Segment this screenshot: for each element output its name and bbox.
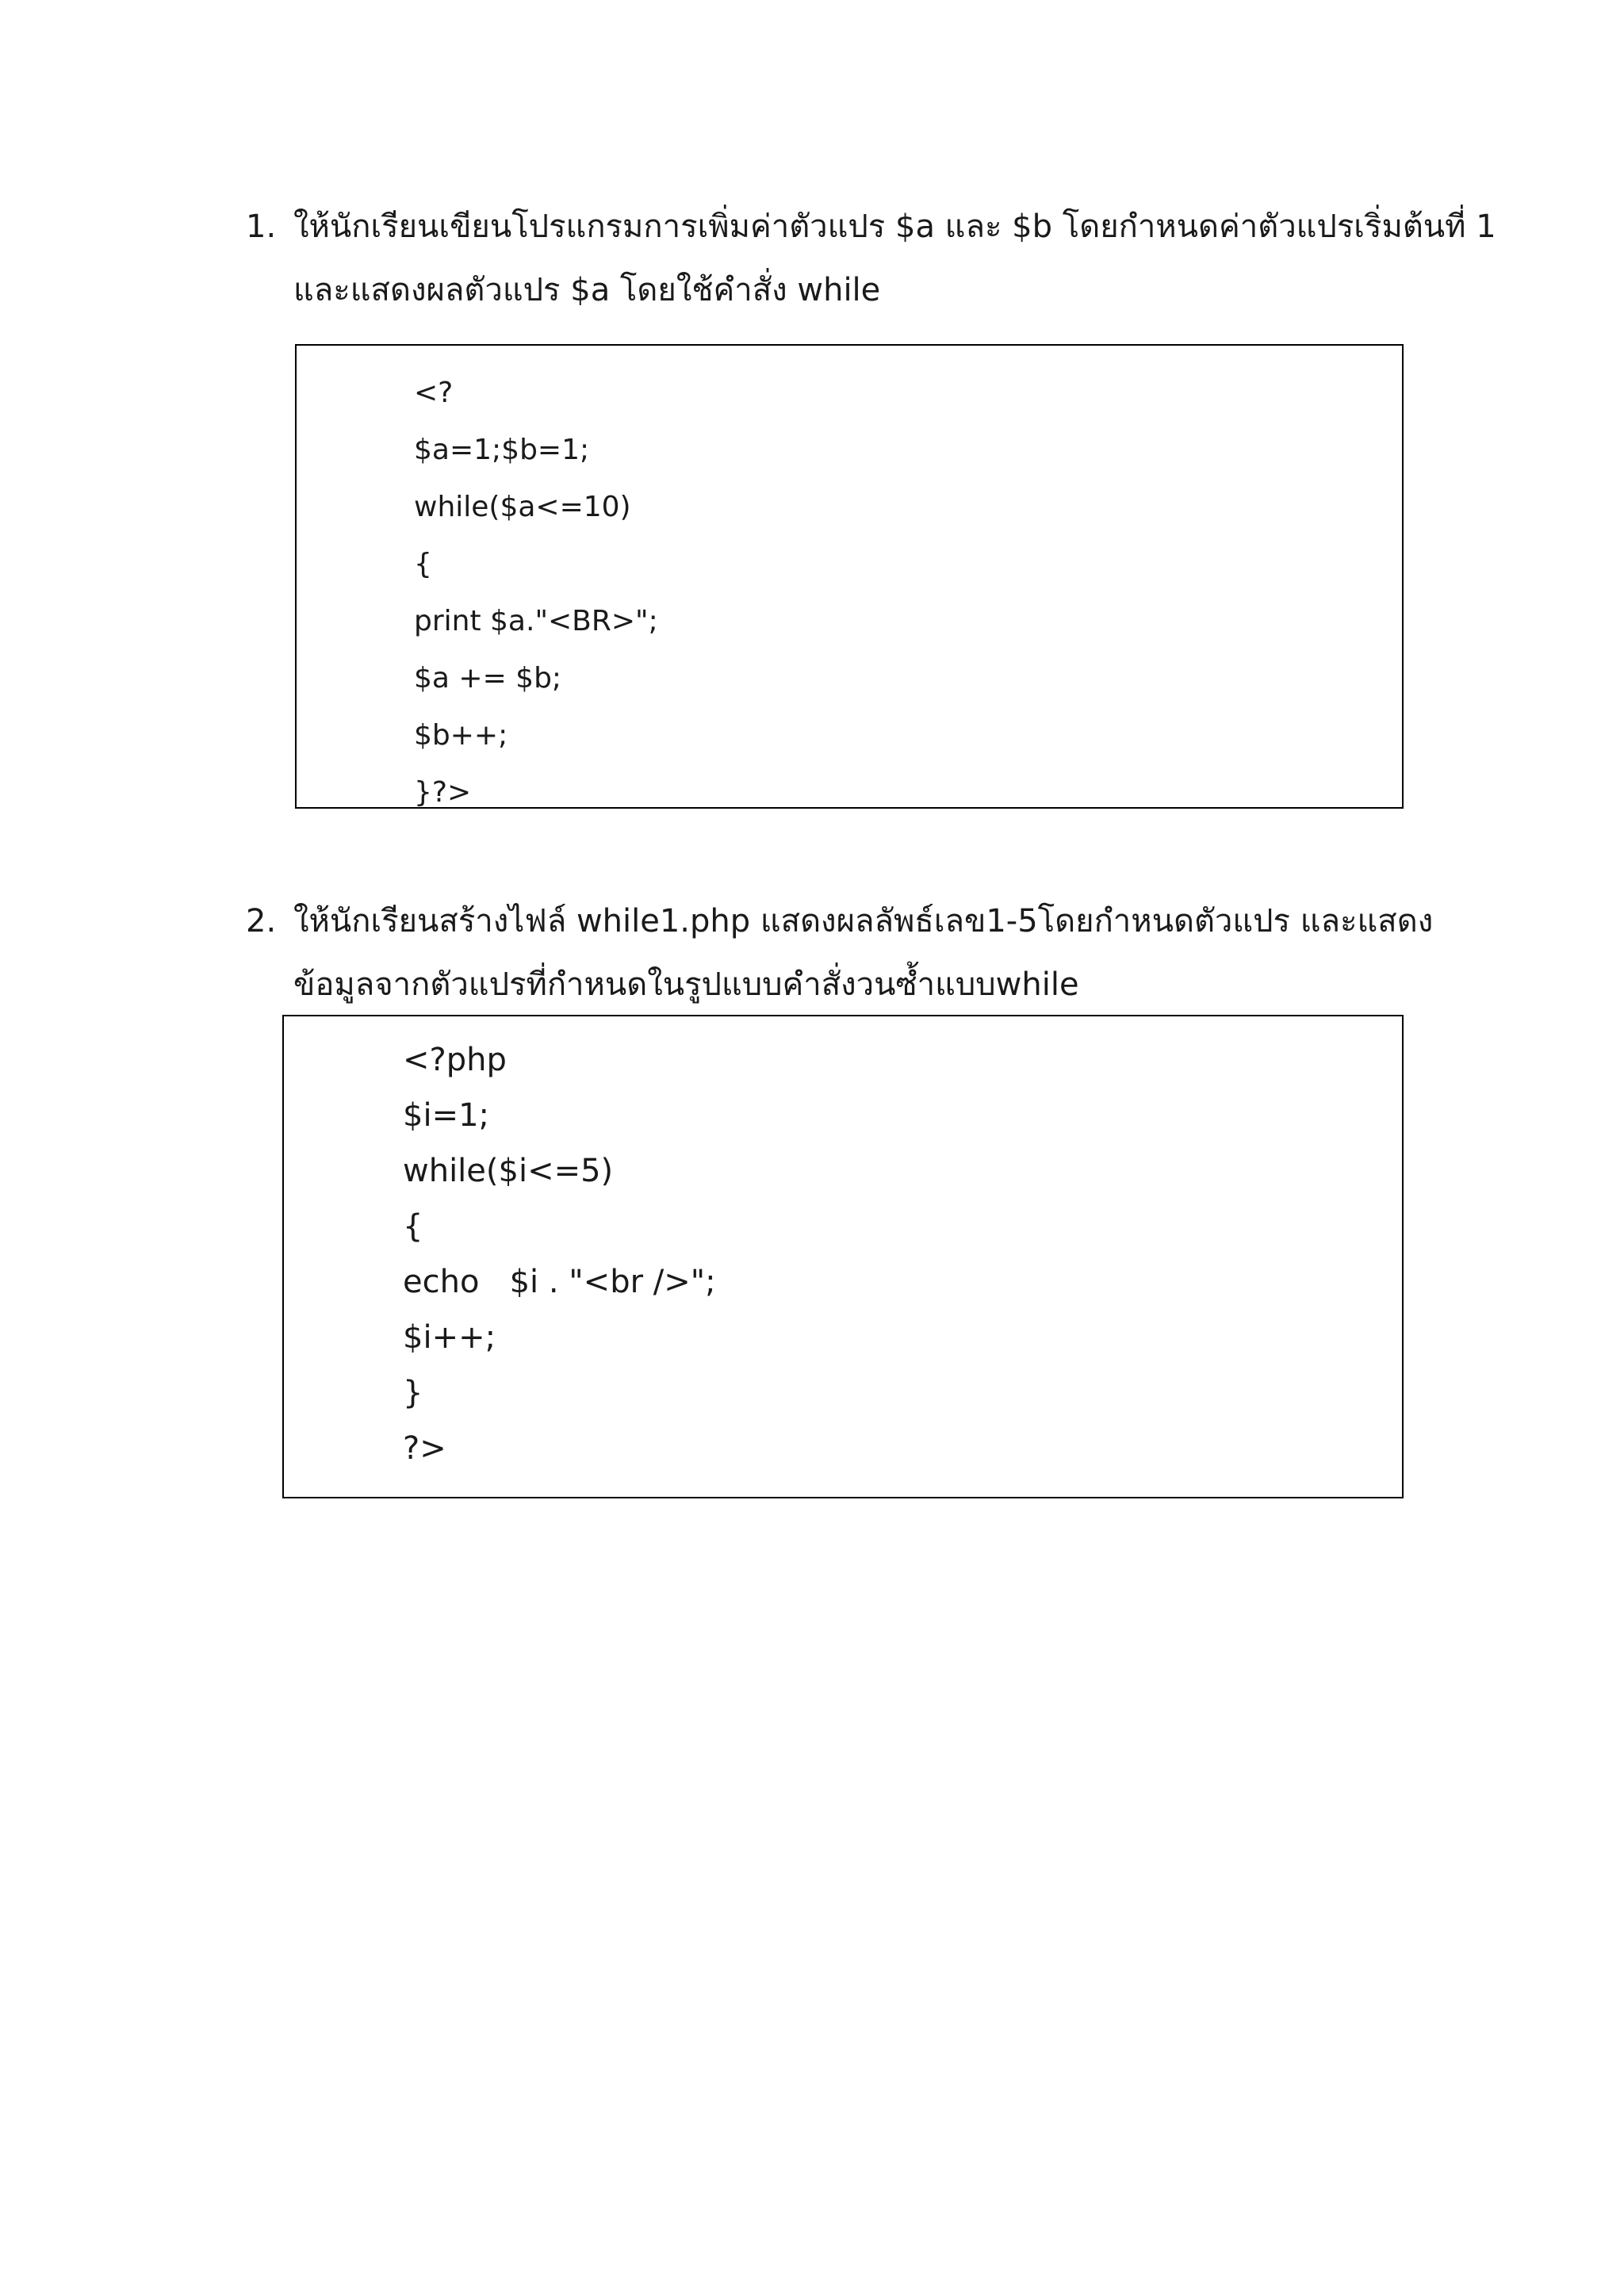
code-line: <? bbox=[414, 377, 454, 409]
code-line: $i=1; bbox=[403, 1097, 490, 1134]
question-1-line-2 bbox=[246, 258, 1419, 322]
code-line: }?> bbox=[414, 776, 472, 809]
code-line: <?php bbox=[403, 1042, 507, 1078]
code-listing-1 bbox=[414, 365, 658, 821]
question-2 bbox=[246, 890, 1434, 1016]
code-line: $a=1;$b=1; bbox=[414, 434, 590, 466]
code-line: { bbox=[403, 1208, 423, 1245]
question-2-line-2 bbox=[246, 953, 1419, 1016]
code-line: { bbox=[414, 548, 432, 580]
question-1-text-line-2: และแสดงผลตัวแปร $a โดยใช้คำสั่ง while bbox=[293, 272, 881, 308]
code-line: while($a<=10) bbox=[414, 491, 631, 523]
code-line: $a += $b; bbox=[414, 662, 562, 695]
question-1 bbox=[246, 195, 1496, 322]
question-2-text-line-1: ให้นักเรียนสร้างไฟล์ while1.php แสดงผลลัพธ์เลข1-5โดยกำหนดตัวแปร และแสดง bbox=[293, 903, 1434, 939]
code-listing-2 bbox=[403, 1032, 716, 1476]
code-line: while($i<=5) bbox=[403, 1153, 614, 1189]
question-2-text-line-2: ข้อมูลจากตัวแปรที่กำหนดในรูปแบบคำสั่งวนซ้ำแบบwhile bbox=[293, 966, 1079, 1003]
question-1-number: 1. bbox=[246, 209, 277, 245]
code-line: $i++; bbox=[403, 1319, 496, 1356]
code-line: } bbox=[403, 1375, 423, 1411]
code-box-1 bbox=[295, 344, 1404, 809]
code-line: $b++; bbox=[414, 719, 508, 752]
question-1-text-line-1: ให้นักเรียนเขียนโปรแกรมการเพิ่มค่าตัวแปร $a และ $b โดยกำหนดค่าตัวแปรเริ่มต้นที่ 1 bbox=[293, 209, 1496, 245]
question-2-line-1 bbox=[246, 890, 1434, 953]
code-box-2 bbox=[282, 1015, 1404, 1498]
question-1-line-1 bbox=[246, 195, 1496, 258]
code-line: print $a."<BR>"; bbox=[414, 605, 658, 637]
code-line: ?> bbox=[403, 1430, 446, 1467]
code-line: echo $i . "<br />"; bbox=[403, 1264, 716, 1300]
question-2-number: 2. bbox=[246, 903, 277, 939]
